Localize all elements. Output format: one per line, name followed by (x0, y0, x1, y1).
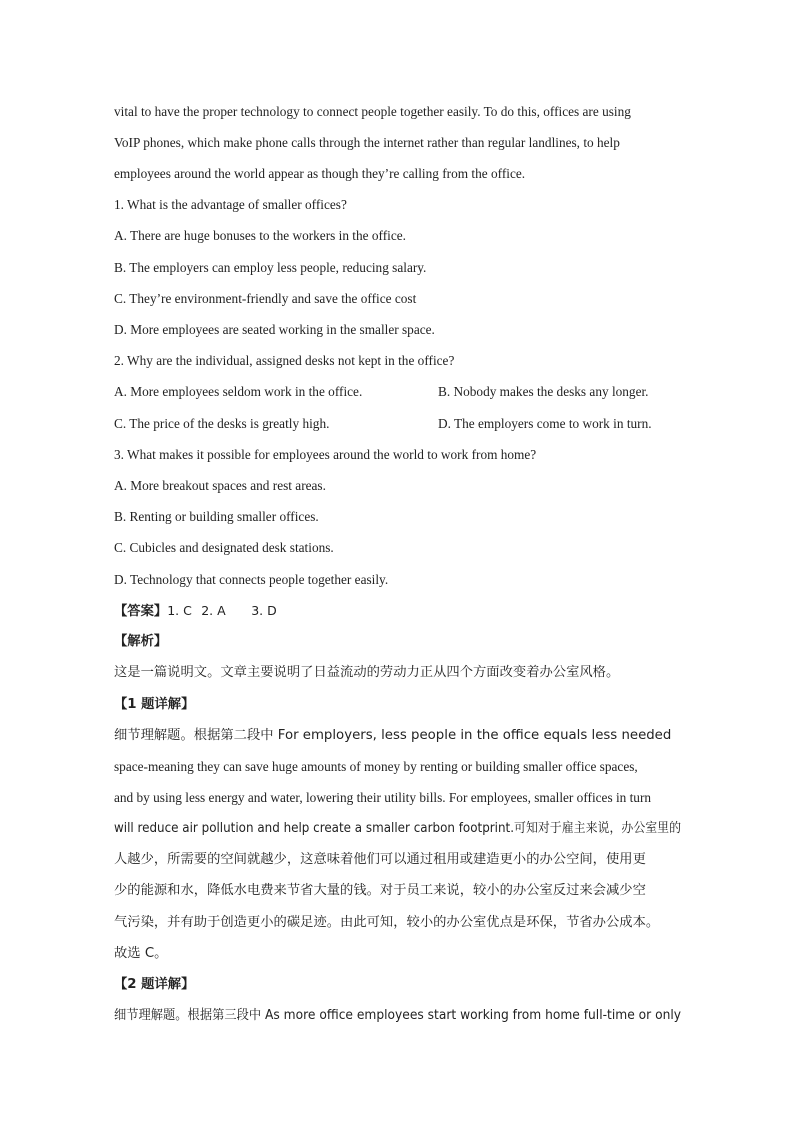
detail1-line: 细节理解题。根据第二段中 For employers, less people in the office equals less needed (114, 728, 672, 743)
option: D. More employees are seated working in the smaller space. (114, 322, 435, 337)
question-stem: 2. Why are the individual, assigned desks not kept in the office? (114, 353, 455, 368)
analysis-summary: 这是一篇说明文。文章主要说明了日益流动的劳动力正从四个方面改变着办公室风格。 (114, 665, 620, 680)
analysis-label: 【解析】 (114, 634, 168, 649)
option: D. The employers come to work in turn. (438, 416, 652, 431)
option: A. More breakout spaces and rest areas. (114, 478, 326, 493)
passage-line: vital to have the proper technology to connect people together easily. To do this, offices are using (114, 104, 631, 119)
question-stem: 3. What makes it possible for employees around the world to work from home? (114, 447, 537, 462)
answer-label: 【答案】 (114, 604, 168, 619)
option: D. Technology that connects people together easily. (114, 572, 389, 587)
option: A. More employees seldom work in the office. (114, 384, 363, 399)
question-stem: 1. What is the advantage of smaller offices? (114, 197, 347, 212)
answer-item: 3. D (251, 603, 277, 618)
detail1-line: 人越少，所需要的空间就越少，这意味着他们可以通过租用或建造更小的办公空间，使用更 (114, 852, 646, 867)
option: C. They’re environment-friendly and save the office cost (114, 291, 417, 306)
answer-item: 2. A (201, 603, 226, 618)
detail1-line: 故选 C。 (114, 946, 168, 961)
option: C. The price of the desks is greatly high. (114, 416, 330, 431)
option: B. Renting or building smaller offices. (114, 509, 319, 524)
detail1-line: 少的能源和水，降低水电费来节省大量的钱。对于员工来说，较小的办公室反过来会减少空 (114, 883, 646, 898)
option: B. Nobody makes the desks any longer. (438, 384, 649, 399)
option: A. There are huge bonuses to the workers in the office. (114, 228, 406, 243)
detail1-label: 【1 题详解】 (114, 697, 195, 712)
detail1-line: space-meaning they can save huge amounts of money by renting or building smaller office spaces, (114, 759, 638, 774)
detail1-line: and by using less energy and water, lowering their utility bills. For employees, smaller offices in turn (114, 790, 652, 805)
passage-line: VoIP phones, which make phone calls through the internet rather than regular landlines, to help (114, 135, 620, 150)
answer-item: 1. C (167, 603, 192, 618)
detail1-line: 气污染，并有助于创造更小的碳足迹。由此可知，较小的办公室优点是环保，节省办公成本。 (114, 915, 660, 930)
detail2-line: 细节理解题。根据第三段中 As more office employees start working from home full-time or only (114, 1008, 682, 1023)
answer-line (114, 601, 277, 622)
detail1-line: will reduce air pollution and help create a smaller carbon footprint.可知对于雇主来说，办公室里的 (114, 821, 682, 836)
passage-line: employees around the world appear as though they’re calling from the office. (114, 166, 526, 181)
detail2-label: 【2 题详解】 (114, 977, 195, 992)
option: C. Cubicles and designated desk stations. (114, 540, 334, 555)
option: B. The employers can employ less people, reducing salary. (114, 260, 427, 275)
